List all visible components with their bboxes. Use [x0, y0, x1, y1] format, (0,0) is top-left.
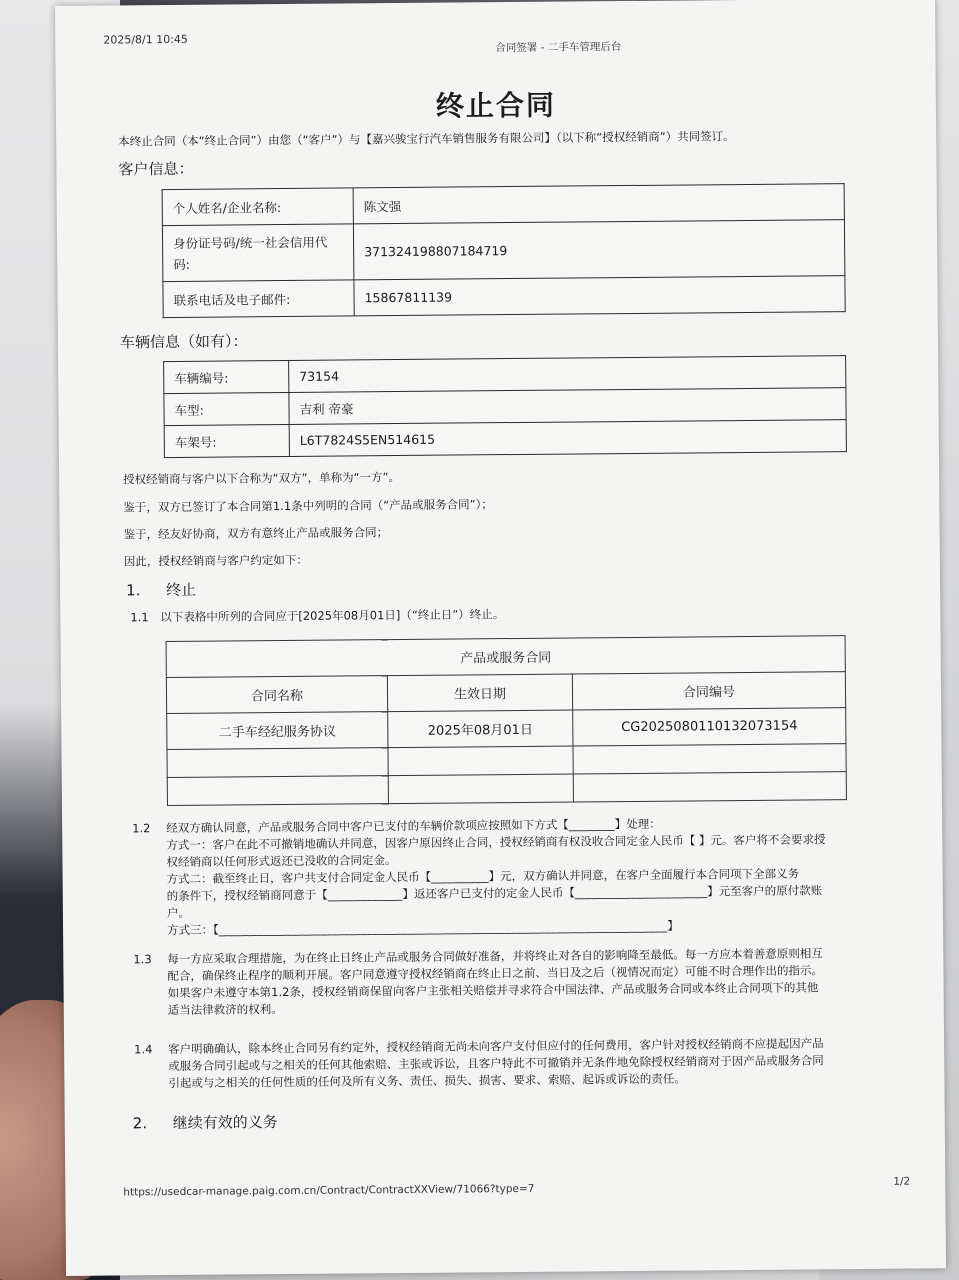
print-datetime: 2025/8/1 10:45: [103, 32, 188, 47]
table-row: [162, 184, 844, 226]
vehicle-info-table: [163, 355, 847, 458]
table-row: [166, 672, 845, 714]
clause-1-2-line: 方式一：客户在此不可撤销地确认并同意，因客户原因终止合同，授权经销商有权没收合同定金人民币【 】元。客户将不会要求授: [166, 832, 826, 853]
section-1-number: 1.: [126, 581, 141, 600]
cell-empty: [167, 776, 388, 806]
recital-2: 鉴于，双方已签订了本合同第1.1条中列明的合同（“产品或服务合同”）；: [123, 497, 493, 515]
vehicle-number-label: 车辆编号:: [164, 360, 289, 393]
header-effective-date: 生效日期: [387, 674, 572, 712]
clause-1-2-line: 经双方确认同意，产品或服务合同中客户已支付的车辆价款项应按照如下方式【________】处理：: [166, 816, 661, 836]
customer-id-value: 371324198807184719: [353, 220, 844, 280]
clause-1-2-line: 的条件下，授权经销商同意于【_____________】返还客户已支付的定金人民币【_______________________】元至客户的原付款账: [166, 883, 823, 904]
clause-1-3-line: 每一方应采取合理措施，为在终止日终止产品或服务合同做好准备，并将终止对各自的影响降至最低。每一方应本着善意原则相互: [167, 946, 823, 967]
section-2-number: 2.: [132, 1114, 148, 1133]
section-2-title: 继续有效的义务: [172, 1113, 278, 1133]
cell-empty: [573, 744, 846, 774]
customer-contact-label: 联系电话及电子邮件:: [163, 280, 354, 318]
vehicle-info-heading: 车辆信息（如有）：: [119, 332, 248, 352]
print-header: 合同签署 - 二手车管理后台: [495, 41, 622, 55]
clause-1-2-line: 权经销商以任何形式返还已没收的合同定金。: [166, 853, 397, 870]
contract-table: [166, 635, 847, 806]
clause-1-3-line: 配合，确保终止程序的顺利开展。客户同意遵守授权经销商在终止日之前、当日及之后（视情况而定）可能不时合理作出的指示。: [167, 963, 824, 984]
cell-empty: [388, 774, 573, 804]
header-contract-number: 合同编号: [572, 672, 845, 710]
contract-table-caption: 产品或服务合同: [166, 636, 845, 678]
cell-contract-number: CG2025080110132073154: [573, 708, 846, 746]
vehicle-vin-label: 车架号:: [164, 424, 289, 457]
table-row: [166, 636, 845, 678]
recital-3: 鉴于，经友好协商，双方有意终止产品或服务合同；: [123, 525, 389, 542]
vehicle-model-value: 吉利 帝豪: [289, 388, 846, 425]
clause-1-1-text: 以下表格中所列的合同应于[2025年08月01日]（“终止日”）终止。: [160, 607, 505, 625]
table-row: [167, 772, 846, 806]
clause-1-2-number: 1.2: [132, 821, 151, 836]
cell-empty: [388, 746, 573, 776]
clause-1-3-line: 适当法律救济的权利。: [167, 1002, 283, 1018]
clause-1-2-line: 户。: [166, 905, 190, 921]
clause-1-4-number: 1.4: [134, 1042, 153, 1057]
recital-1: 授权经销商与客户以下合称为“双方”，单称为“一方”。: [123, 470, 401, 487]
customer-info-table: [162, 183, 846, 318]
clause-1-2-line: 方式三：【______________________________________________________________________________】: [167, 918, 679, 938]
clause-1-3-line: 如果客户未遵守本第1.2条，授权经销商保留向客户主张相关赔偿并寻求符合中国法律、产品或服务合同或本终止合同项下的其他: [167, 980, 819, 1001]
clause-1-4-line: 客户明确确认，除本终止合同另有约定外，授权经销商无尚未向客户支付但应付的任何费用，客户针对授权经销商不应提起因产品: [168, 1036, 824, 1057]
cell-effective-date: 2025年08月01日: [388, 710, 573, 748]
clause-1-4-line: 引起或与之相关的任何性质的任何及所有义务、责任、损失、损害、要求、索赔、起诉或诉讼的责任。: [168, 1071, 686, 1091]
vehicle-vin-value: L6T7824S5EN514615: [289, 420, 846, 457]
table-row: [167, 708, 846, 750]
customer-id-label: 身份证号码/统一社会信用代码:: [162, 224, 353, 282]
table-row: [163, 276, 845, 318]
customer-name-label: 个人姓名/企业名称:: [162, 188, 353, 226]
table-row: [164, 420, 846, 458]
cell-empty: [167, 748, 388, 778]
contract-paper: [55, 0, 946, 1276]
clause-1-1-number: 1.1: [130, 610, 149, 625]
footer-page-number: 1/2: [893, 1175, 911, 1188]
clause-1-2-line: 方式二：截至终止日，客户共支付合同定金人民币【__________】元，双方确认并同意，在客户全面履行本合同项下全部义务: [166, 866, 800, 887]
clause-1-1: [130, 606, 504, 626]
cell-empty: [573, 772, 846, 802]
cell-contract-name: 二手车经纪服务协议: [167, 712, 388, 750]
document-title: 终止合同: [435, 88, 557, 123]
intro-paragraph: 本终止合同（本“终止合同”）由您（“客户”）与【嘉兴骏宝行汽车销售服务有限公司】（以下称“授权经销商”）共同签订。: [118, 129, 735, 149]
customer-info-heading: 客户信息：: [118, 159, 194, 179]
vehicle-number-value: 73154: [289, 356, 846, 393]
table-row: [162, 220, 844, 282]
vehicle-model-label: 车型:: [164, 392, 289, 425]
customer-contact-value: 15867811139: [354, 276, 845, 316]
clause-1-4-line: 或服务合同引起或与之相关的任何其他索赔、主张或诉讼，且客户特此不可撤销并无条件地免除授权经销商对于因产品或服务合同: [168, 1053, 824, 1074]
customer-name-value: 陈文强: [353, 184, 844, 224]
section-1-heading: [126, 579, 196, 601]
section-2-heading: [133, 1111, 278, 1133]
footer-url: https://usedcar-manage.paig.com.cn/Contract/ContractXXView/71066?type=7: [123, 1182, 535, 1199]
section-1-title: 终止: [166, 580, 197, 600]
clause-1-3-number: 1.3: [133, 952, 152, 967]
recital-4: 因此，授权经销商与客户约定如下：: [123, 552, 308, 569]
header-contract-name: 合同名称: [166, 676, 387, 714]
